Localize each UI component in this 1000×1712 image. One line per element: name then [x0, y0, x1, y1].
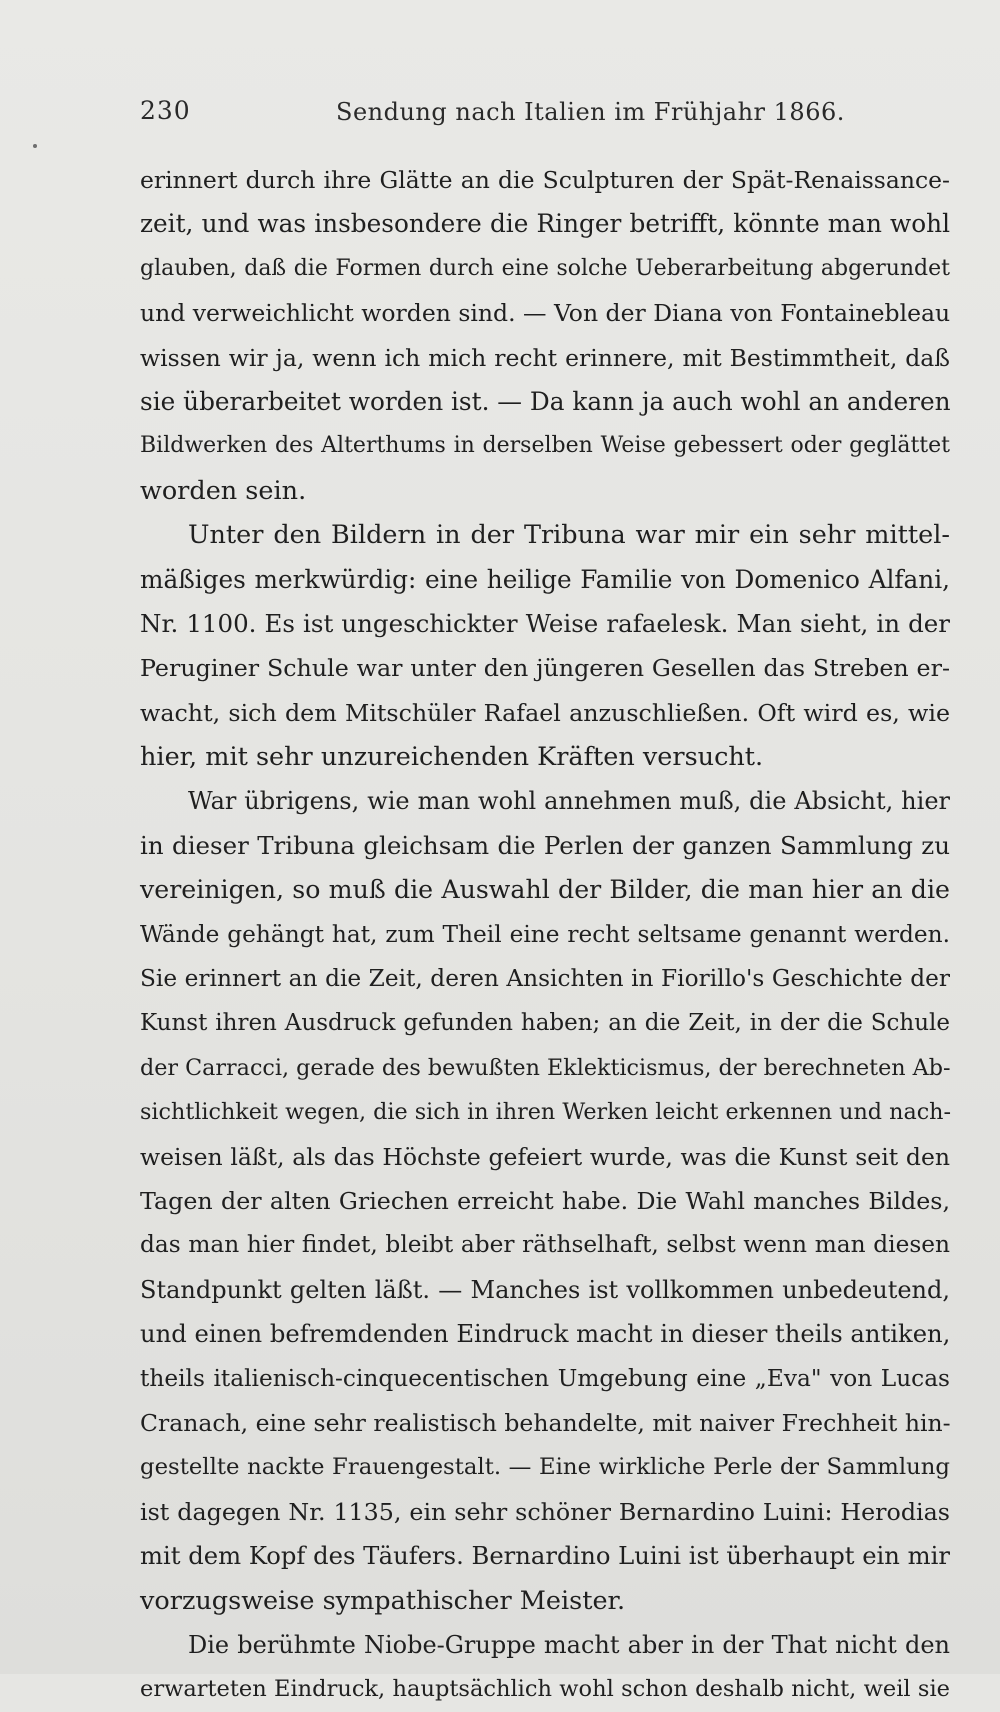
text-line: Bildwerken des Alterthums in derselben Weise gebessert oder geglättet	[140, 433, 950, 459]
text-line: War übrigens, wie man wohl annehmen muß, die Absicht, hier	[188, 787, 950, 816]
text-line: wissen wir ja, wenn ich mich recht erinnere, mit Bestimmtheit, daß	[140, 343, 950, 372]
page-header	[140, 92, 950, 132]
text-line: weisen läßt, als das Höchste gefeiert wurde, was die Kunst seit den	[140, 1142, 950, 1171]
text-line: erwarteten Eindruck, hauptsächlich wohl schon deshalb nicht, weil sie	[140, 1676, 950, 1703]
text-line: vereinigen, so muß die Auswahl der Bilder, die man hier an die	[140, 875, 950, 905]
text-line: in dieser Tribuna gleichsam die Perlen der ganzen Sammlung zu	[140, 830, 950, 860]
text-line: vorzugsweise sympathischer Meister.	[140, 1585, 626, 1616]
text-line: Wände gehängt hat, zum Theil eine recht seltsame genannt werden.	[140, 920, 950, 948]
text-line: Unter den Bildern in der Tribuna war mir ein sehr mittel-	[188, 520, 950, 551]
text-line: zeit, und was insbesondere die Ringer betrifft, könnte man wohl	[140, 209, 950, 239]
text-line: ist dagegen Nr. 1135, ein sehr schöner Bernardino Luini: Herodias	[140, 1497, 950, 1526]
ink-speck	[33, 144, 37, 148]
text-line: Die berühmte Niobe-Gruppe macht aber in der That nicht den	[188, 1630, 950, 1659]
text-line: sichtlichkeit wegen, die sich in ihren Werken leicht erkennen und nach-	[140, 1099, 952, 1126]
text-line: Standpunkt gelten läßt. — Manches ist vollkommen unbedeutend,	[140, 1275, 950, 1304]
text-line: Sie erinnert an die Zeit, deren Ansichten in Fiorillo's Geschichte der	[140, 965, 950, 993]
running-head: Sendung nach Italien im Frühjahr 1866.	[336, 98, 845, 126]
page-number: 230	[140, 96, 191, 125]
text-line: glauben, daß die Formen durch eine solche Ueberarbeitung abgerundet	[140, 255, 950, 281]
text-line: Nr. 1100. Es ist ungeschickter Weise rafaelesk. Man sieht, in der	[140, 608, 950, 638]
text-line: worden sein.	[140, 475, 307, 506]
text-line: das man hier findet, bleibt aber räthselhaft, selbst wenn man diesen	[140, 1231, 950, 1259]
text-line: wacht, sich dem Mitschüler Rafael anzuschließen. Oft wird es, wie	[140, 698, 950, 727]
text-line: und verweichlicht worden sind. — Von der Diana von Fontainebleau	[140, 299, 951, 328]
text-line: hier, mit sehr unzureichenden Kräften versucht.	[140, 742, 764, 773]
text-line: der Carracci, gerade des bewußten Eklekticismus, der berechneten Ab-	[140, 1054, 951, 1081]
text-line: Peruginer Schule war unter den jüngeren Gesellen das Streben er-	[140, 654, 950, 683]
text-line: Cranach, eine sehr realistisch behandelte, mit naiver Frechheit hin-	[140, 1408, 951, 1437]
text-line: mit dem Kopf des Täufers. Bernardino Luini ist überhaupt ein mir	[140, 1541, 950, 1571]
text-line: und einen befremdenden Eindruck macht in dieser theils antiken,	[140, 1319, 951, 1349]
text-line: Tagen der alten Griechen erreicht habe. Die Wahl manches Bildes,	[140, 1186, 950, 1215]
text-line: mäßiges merkwürdig: eine heilige Familie von Domenico Alfani,	[140, 564, 950, 594]
text-line: gestellte nackte Frauengestalt. — Eine wirkliche Perle der Sammlung	[140, 1454, 950, 1481]
body-text	[140, 158, 950, 1712]
text-line: Kunst ihren Ausdruck gefunden haben; an die Zeit, in der die Schule	[140, 1010, 950, 1037]
text-line: theils italienisch-cinquecentischen Umgebung eine „Eva" von Lucas	[140, 1364, 950, 1392]
text-line: sie überarbeitet worden ist. — Da kann ja auch wohl an anderen	[140, 386, 951, 416]
text-line: erinnert durch ihre Glätte an die Sculpturen der Spät-Renaissance-	[140, 166, 950, 194]
